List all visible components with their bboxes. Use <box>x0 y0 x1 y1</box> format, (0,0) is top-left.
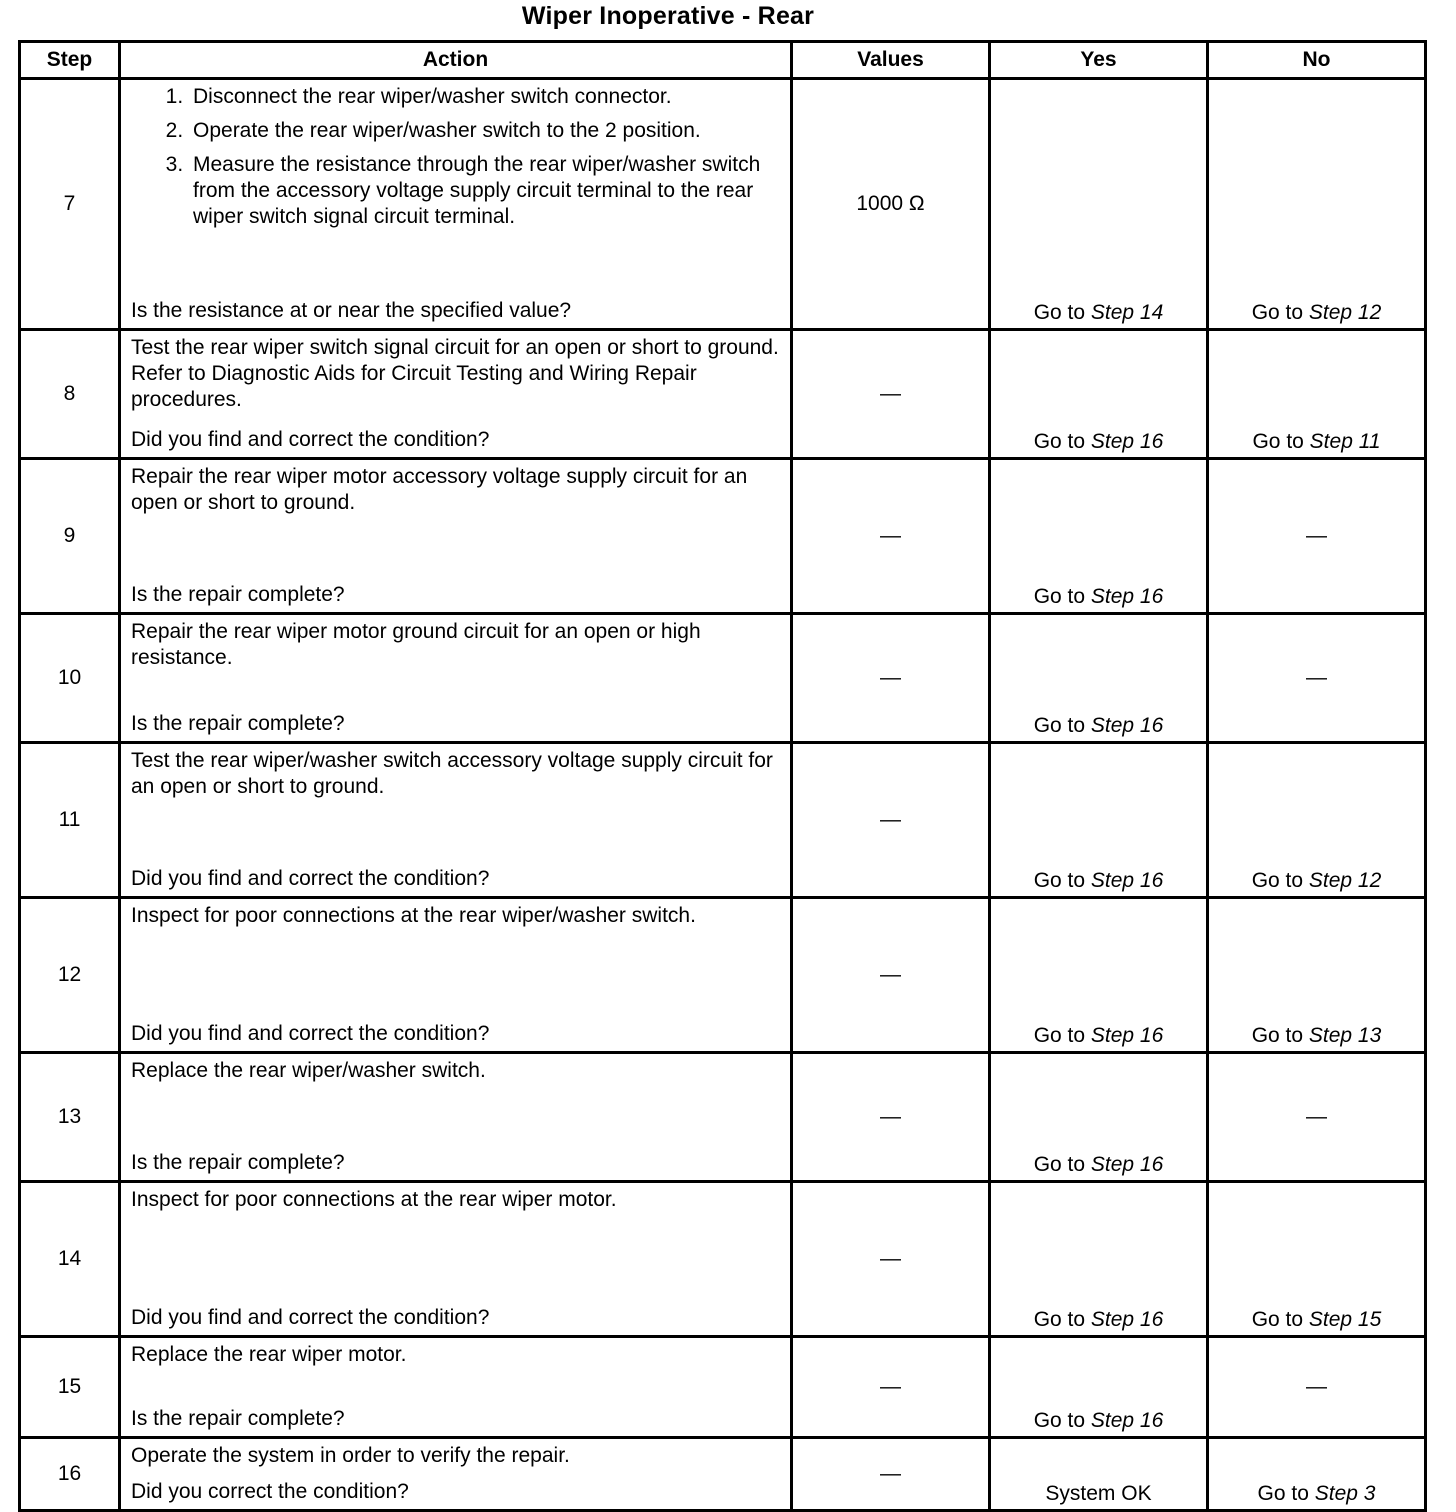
table-row <box>20 614 1426 743</box>
yes-step-link[interactable]: Step 14 <box>1090 301 1164 324</box>
values-cell: — <box>792 330 990 459</box>
table-row <box>20 79 1426 330</box>
action-cell <box>120 1337 792 1438</box>
action-question: Is the resistance at or near the specified value? <box>131 299 572 322</box>
values-cell: — <box>792 614 990 743</box>
step-number: 12 <box>20 898 120 1053</box>
yes-prefix: Go to <box>1033 869 1091 892</box>
yes-cell <box>990 79 1208 330</box>
no-prefix: Go to <box>1257 1482 1315 1505</box>
yes-prefix: Go to <box>1033 1153 1091 1176</box>
table-row <box>20 1053 1426 1182</box>
no-cell <box>1208 79 1426 330</box>
yes-cell <box>990 1337 1208 1438</box>
action-text: Inspect for poor connections at the rear wiper/washer switch. <box>131 904 696 927</box>
step-number: 8 <box>20 330 120 459</box>
yes-step-link[interactable]: Step 16 <box>1090 1308 1164 1331</box>
action-cell <box>120 1438 792 1511</box>
no-prefix: — <box>1306 1105 1327 1128</box>
no-cell <box>1208 330 1426 459</box>
no-cell <box>1208 459 1426 614</box>
yes-prefix: Go to <box>1033 585 1091 608</box>
action-text: Test the rear wiper/washer switch accessory voltage supply circuit for an open or short to ground. <box>131 749 773 798</box>
values-cell: — <box>792 459 990 614</box>
action-step-item: 3. Measure the resistance through the rear wiper/washer switch from the accessory voltage supply circuit terminal to the rear wiper switch signal circuit terminal. <box>189 152 780 230</box>
action-text: Test the rear wiper switch signal circuit for an open or short to ground. Refer to Diagnostic Aids for Circuit Testing and Wiring Repair procedures. <box>131 336 779 411</box>
step-number: 16 <box>20 1438 120 1511</box>
table-row <box>20 743 1426 898</box>
no-cell <box>1208 614 1426 743</box>
no-step-link[interactable]: Step 12 <box>1308 869 1382 892</box>
action-cell <box>120 330 792 459</box>
yes-step-link[interactable]: Step 16 <box>1090 430 1164 453</box>
yes-prefix: Go to <box>1033 1409 1091 1432</box>
action-steps-list <box>131 84 780 230</box>
no-prefix: Go to <box>1251 869 1309 892</box>
yes-cell <box>990 1438 1208 1511</box>
action-cell <box>120 459 792 614</box>
no-prefix: Go to <box>1251 1024 1309 1047</box>
header-action: Action <box>120 42 792 79</box>
no-step-link[interactable]: Step 13 <box>1308 1024 1382 1047</box>
action-step-item: 2. Operate the rear wiper/washer switch to the 2 position. <box>189 118 780 144</box>
no-step-link[interactable]: Step 15 <box>1308 1308 1382 1331</box>
yes-cell <box>990 743 1208 898</box>
no-prefix: Go to <box>1251 301 1309 324</box>
action-text: Repair the rear wiper motor ground circuit for an open or high resistance. <box>131 620 701 669</box>
table-row <box>20 1182 1426 1337</box>
yes-step-link[interactable]: Step 16 <box>1090 1024 1164 1047</box>
yes-prefix: Go to <box>1033 430 1091 453</box>
step-number: 13 <box>20 1053 120 1182</box>
action-cell <box>120 614 792 743</box>
action-cell <box>120 898 792 1053</box>
step-number: 9 <box>20 459 120 614</box>
action-cell <box>120 79 792 330</box>
action-text: Inspect for poor connections at the rear wiper motor. <box>131 1188 617 1211</box>
yes-step-link[interactable]: Step 16 <box>1090 585 1164 608</box>
yes-cell <box>990 330 1208 459</box>
yes-cell <box>990 459 1208 614</box>
action-question: Did you find and correct the condition? <box>131 1022 490 1045</box>
step-number: 7 <box>20 79 120 330</box>
no-prefix: Go to <box>1252 430 1310 453</box>
action-text: Repair the rear wiper motor accessory voltage supply circuit for an open or short to ground. <box>131 465 748 514</box>
action-text: Operate the system in order to verify the repair. <box>131 1444 570 1467</box>
action-question: Did you find and correct the condition? <box>131 867 490 890</box>
action-question: Is the repair complete? <box>131 1151 345 1174</box>
no-cell <box>1208 1438 1426 1511</box>
no-cell <box>1208 743 1426 898</box>
no-step-link[interactable]: Step 3 <box>1314 1482 1376 1505</box>
header-no: No <box>1208 42 1426 79</box>
yes-cell <box>990 614 1208 743</box>
values-cell: — <box>792 1182 990 1337</box>
table-row <box>20 1337 1426 1438</box>
yes-cell <box>990 898 1208 1053</box>
action-question: Is the repair complete? <box>131 583 345 606</box>
action-text: Replace the rear wiper/washer switch. <box>131 1059 486 1082</box>
no-cell <box>1208 1182 1426 1337</box>
yes-prefix: Go to <box>1033 714 1091 737</box>
no-prefix: — <box>1306 666 1327 689</box>
header-values: Values <box>792 42 990 79</box>
no-step-link[interactable]: Step 11 <box>1309 430 1381 453</box>
action-question: Did you find and correct the condition? <box>131 428 490 451</box>
values-cell: — <box>792 1337 990 1438</box>
yes-prefix: Go to <box>1033 1024 1091 1047</box>
yes-prefix: Go to <box>1033 1308 1091 1331</box>
no-prefix: Go to <box>1251 1308 1309 1331</box>
header-yes: Yes <box>990 42 1208 79</box>
yes-step-link[interactable]: Step 16 <box>1090 869 1164 892</box>
action-question: Did you correct the condition? <box>131 1480 409 1503</box>
values-cell: — <box>792 743 990 898</box>
step-number: 11 <box>20 743 120 898</box>
action-question: Did you find and correct the condition? <box>131 1306 490 1329</box>
yes-prefix: Go to <box>1033 301 1091 324</box>
action-cell <box>120 743 792 898</box>
no-cell <box>1208 1053 1426 1182</box>
action-text: Replace the rear wiper motor. <box>131 1343 407 1366</box>
page-title: Wiper Inoperative - Rear <box>521 2 815 30</box>
yes-step-link[interactable]: Step 16 <box>1090 1409 1164 1432</box>
no-prefix: — <box>1306 524 1327 547</box>
no-step-link[interactable]: Step 12 <box>1308 301 1382 324</box>
yes-step-link[interactable]: Step 16 <box>1090 1153 1164 1176</box>
values-cell: — <box>792 898 990 1053</box>
table-header-row <box>20 42 1426 79</box>
values-cell: 1000 Ω <box>792 79 990 330</box>
action-question: Is the repair complete? <box>131 712 345 735</box>
action-step-item: 1. Disconnect the rear wiper/washer switch connector. <box>189 84 780 110</box>
values-cell: — <box>792 1438 990 1511</box>
action-cell <box>120 1053 792 1182</box>
no-cell <box>1208 1337 1426 1438</box>
action-cell <box>120 1182 792 1337</box>
table-row <box>20 330 1426 459</box>
yes-cell <box>990 1182 1208 1337</box>
diagnostic-table <box>18 40 1427 1512</box>
yes-status: System OK <box>1045 1482 1152 1505</box>
table-row <box>20 1438 1426 1511</box>
header-step: Step <box>20 42 120 79</box>
step-number: 15 <box>20 1337 120 1438</box>
table-row <box>20 459 1426 614</box>
step-number: 10 <box>20 614 120 743</box>
table-row <box>20 898 1426 1053</box>
values-cell: — <box>792 1053 990 1182</box>
step-number: 14 <box>20 1182 120 1337</box>
yes-step-link[interactable]: Step 16 <box>1090 714 1164 737</box>
no-prefix: — <box>1306 1375 1327 1398</box>
yes-cell <box>990 1053 1208 1182</box>
no-cell <box>1208 898 1426 1053</box>
action-question: Is the repair complete? <box>131 1407 345 1430</box>
